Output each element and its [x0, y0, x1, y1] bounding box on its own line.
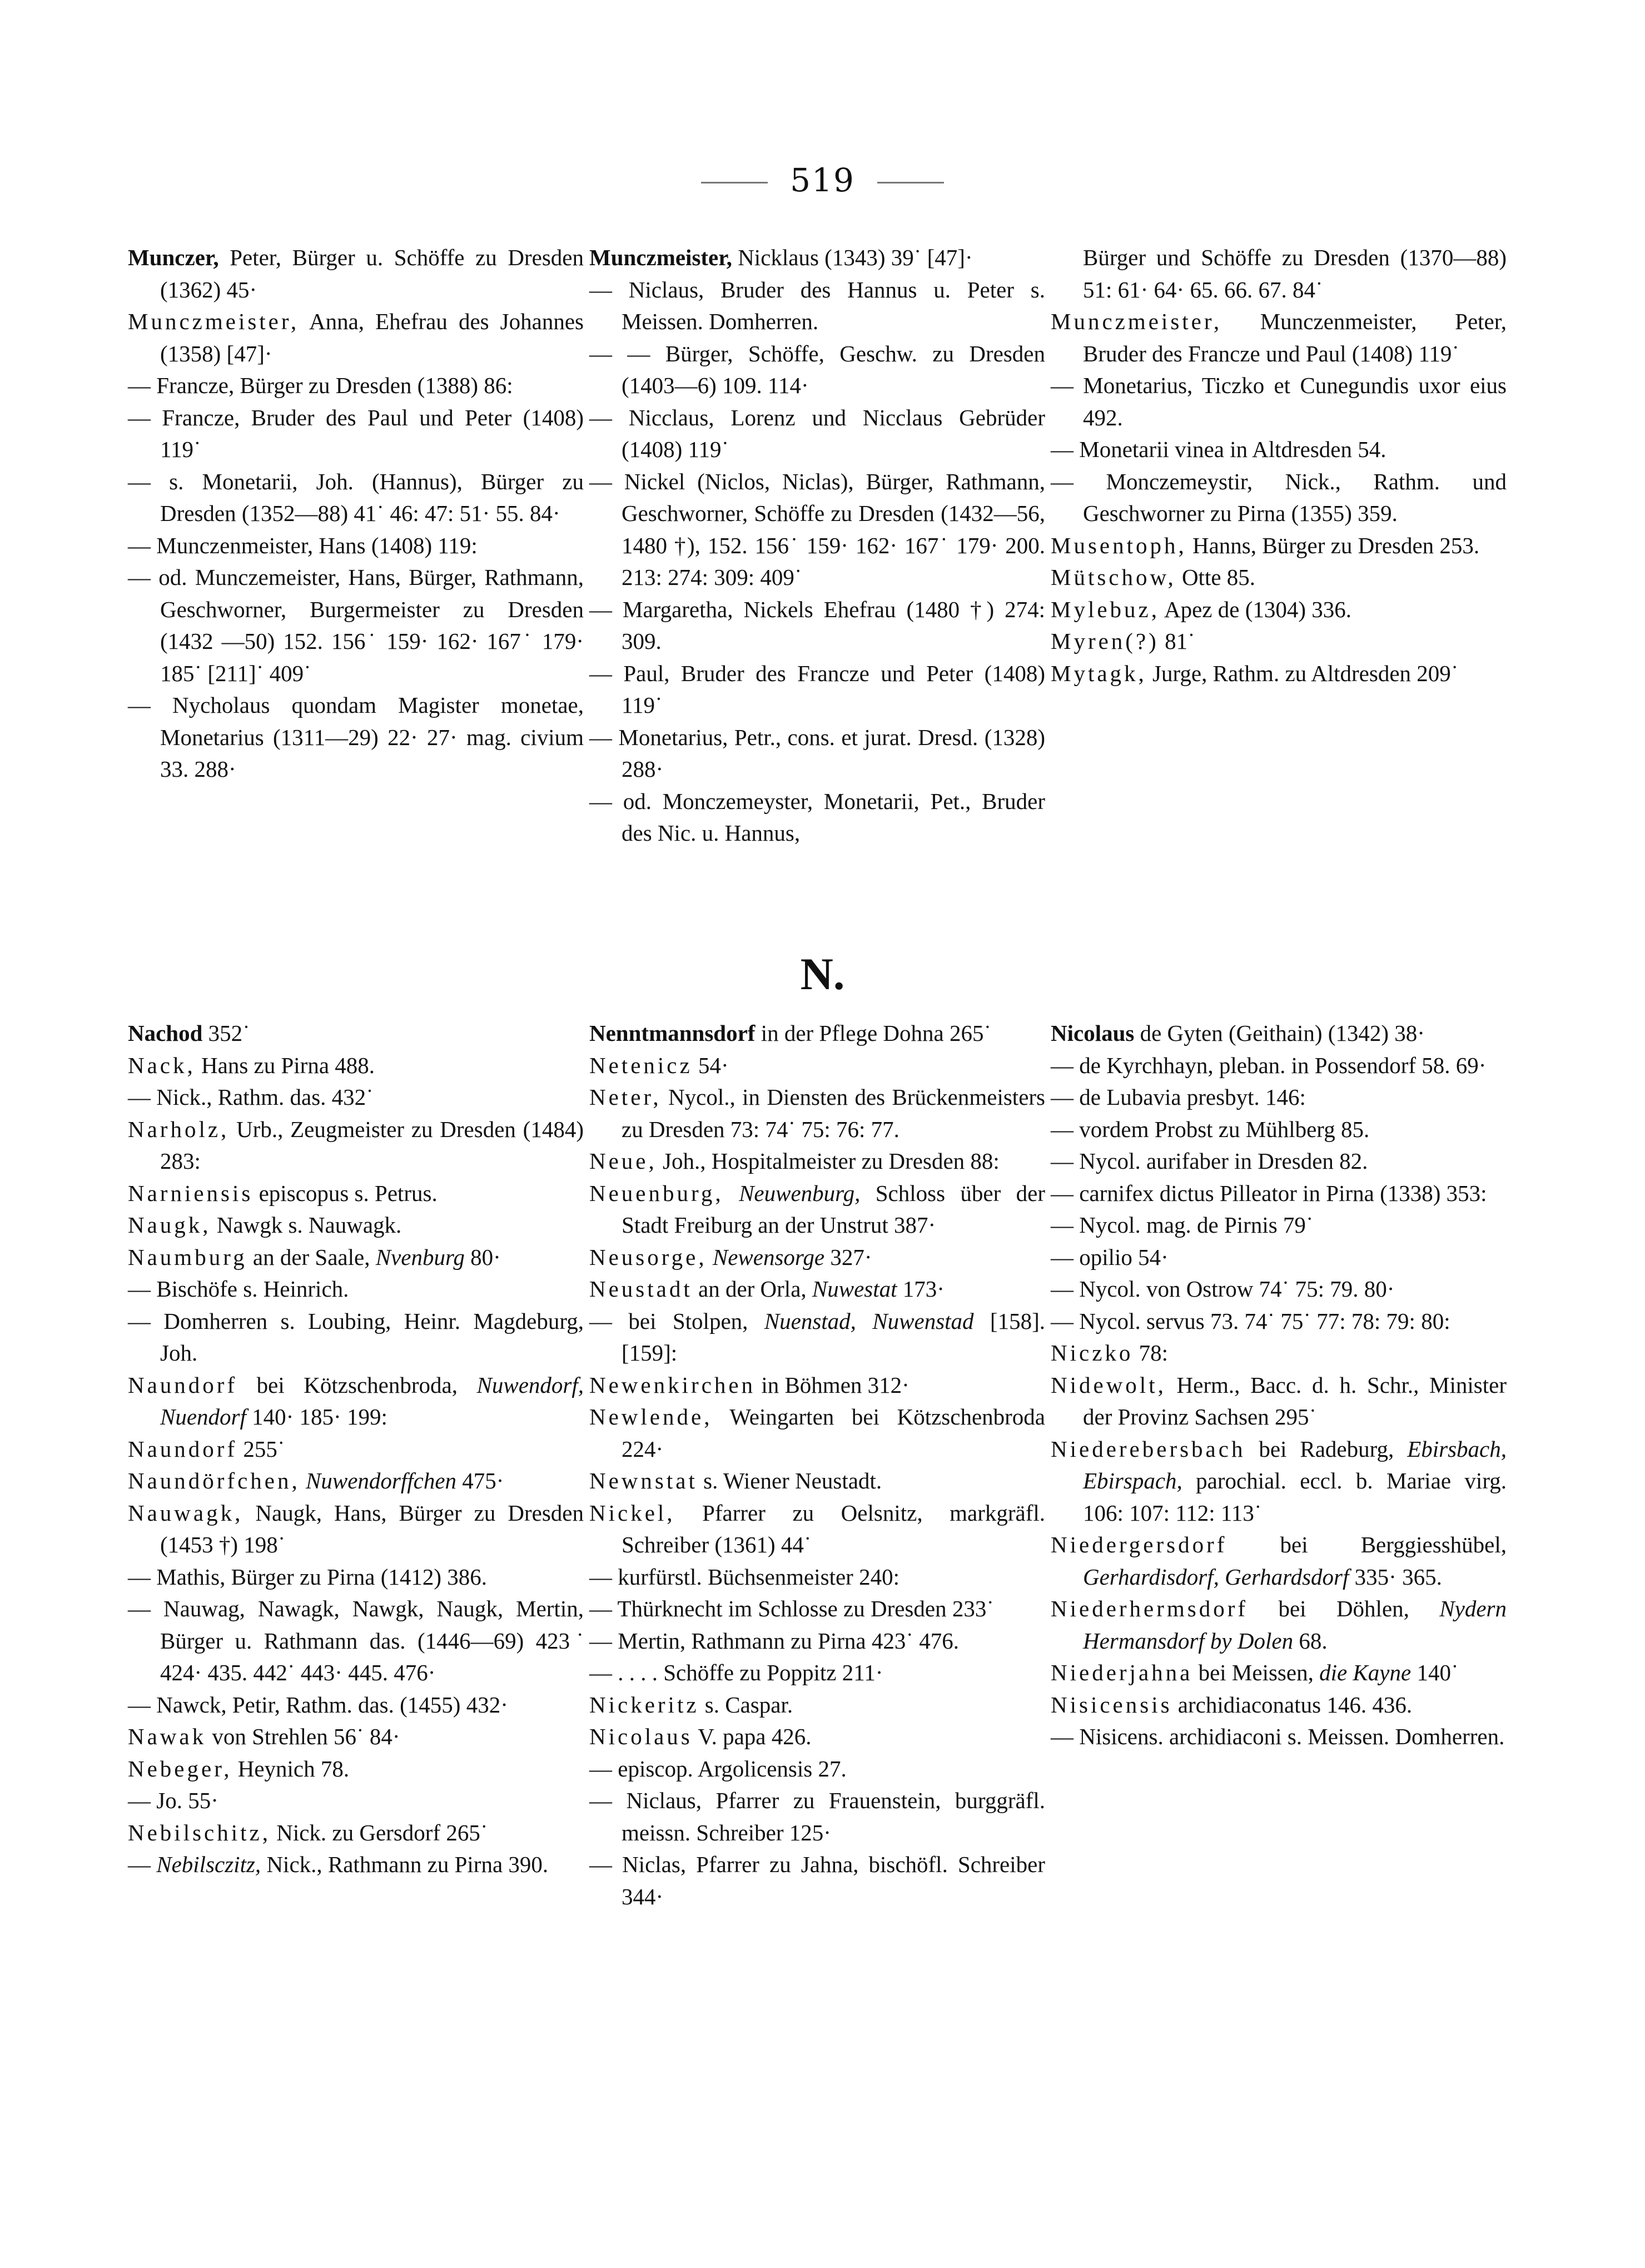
index-entry — [1051, 370, 1507, 434]
index-entry — [1051, 626, 1507, 658]
entry-text: — Nycol. aurifaber in Dresden 82. — [1051, 1148, 1368, 1174]
entry-headword: Nidewolt, — [1051, 1372, 1166, 1398]
entry-text: — — [128, 1852, 157, 1877]
index-entry — [1051, 434, 1507, 466]
index-entry — [128, 1178, 584, 1210]
index-entry — [1051, 1081, 1507, 1114]
index-entry — [1051, 1209, 1507, 1242]
index-entry — [589, 1625, 1045, 1657]
index-entry — [589, 1657, 1045, 1689]
index-entry — [589, 338, 1045, 402]
index-entry — [128, 370, 584, 402]
index-entry — [128, 1273, 584, 1306]
index-entry — [128, 530, 584, 562]
index-entry — [1051, 1145, 1507, 1178]
entry-text: — — Bürger, Schöffe, Geschw. zu Dresden (1403—6) 109. 114· — [589, 340, 1045, 398]
index-entry — [128, 1081, 584, 1114]
entry-text: — s. Monetarii, Joh. (Hannus), Bürger zu Dresden (1352—88) 41˙ 46: 47: 51· 55. 84· — [128, 468, 584, 526]
entry-headword: Myren(?) — [1051, 628, 1159, 654]
entry-headword: Neuenburg, — [589, 1180, 724, 1206]
index-entry — [1051, 1721, 1507, 1753]
entry-references: 173· — [897, 1276, 945, 1302]
entry-headword: Nickel, — [589, 1500, 675, 1526]
index-entry — [1051, 466, 1507, 530]
index-entry — [589, 402, 1045, 466]
index-entry — [128, 1721, 584, 1753]
entry-text: — Nisicens. archidiaconi s. Meissen. Domherren. — [1051, 1724, 1505, 1749]
entry-headword: Musentoph, — [1051, 532, 1187, 558]
entry-text: de Gyten (Geithain) (1342) 38· — [1134, 1020, 1425, 1046]
entry-text: Herm., Bacc. d. h. Schr., Minister der Provinz Sachsen 295˙ — [1083, 1372, 1507, 1430]
index-entry — [1051, 1657, 1507, 1689]
entry-headword: Munczmeister, — [1051, 309, 1222, 334]
index-entry — [1051, 1306, 1507, 1338]
entry-text: Heynich 78. — [232, 1755, 350, 1781]
index-entry — [589, 1753, 1045, 1785]
entry-text: s. Caspar. — [699, 1691, 793, 1718]
index-column-bottom-2 — [589, 1018, 1045, 1913]
index-entry — [128, 1209, 584, 1242]
entry-headword: Nebilschitz, — [128, 1819, 271, 1845]
entry-headword: Nauwagk, — [128, 1500, 243, 1526]
entry-text: an der Orla, — [692, 1276, 812, 1302]
index-entry — [589, 1689, 1045, 1721]
entry-variant-name: Nvenburg — [375, 1244, 465, 1270]
entry-text: — Monetarii vinea in Altdresden 54. — [1051, 436, 1386, 462]
entry-text: Jurge, Rathm. zu Altdresden 209˙ — [1146, 660, 1459, 686]
entry-text: — Nycholaus quondam Magister monetae, Monetarius (1311—29) 22· 27· mag. civium 33. 288· — [128, 692, 584, 782]
entry-text: — Monetarius, Ticzko et Cunegundis uxor eius 492. — [1051, 373, 1507, 430]
entry-text: in der Pflege Dohna 265˙ — [755, 1020, 992, 1046]
index-column-top-3 — [1051, 242, 1507, 689]
entry-headword: Neue, — [589, 1148, 657, 1174]
entry-headword: Niedergersdorf — [1051, 1532, 1227, 1557]
index-entry — [589, 1369, 1045, 1402]
index-entry — [589, 1306, 1045, 1369]
entry-text: — de Lubavia presbyt. 146: — [1051, 1084, 1306, 1110]
index-entry — [589, 722, 1045, 786]
page-number — [0, 161, 1645, 199]
entry-variant-name: Gerhardisdorf, Gerhardsdorf — [1083, 1564, 1349, 1590]
index-column-bottom-1 — [128, 1018, 584, 1881]
entry-text: 81˙ — [1159, 628, 1195, 654]
index-entry — [1051, 1050, 1507, 1082]
entry-text: Hans zu Pirna 488. — [195, 1052, 375, 1078]
header-rule-right — [877, 182, 944, 183]
entry-text: Anna, Ehefrau des Johannes (1358) [47]· — [160, 309, 584, 366]
entry-headword: Nicolaus — [1051, 1020, 1135, 1046]
index-entry — [589, 466, 1045, 594]
entry-variant-name: Nydern Hermansdorf by Dolen — [1083, 1596, 1507, 1654]
index-entry — [589, 1018, 1045, 1050]
entry-headword: Narholz, — [128, 1116, 230, 1142]
entry-references: 68. — [1293, 1627, 1328, 1654]
entry-headword: Mytagk, — [1051, 660, 1147, 686]
entry-text: Apez de (1304) 336. — [1160, 596, 1351, 622]
index-entry — [1051, 1433, 1507, 1530]
index-entry — [128, 1561, 584, 1594]
entry-text: — kurfürstl. Büchsenmeister 240: — [589, 1564, 899, 1590]
entry-headword: Neustadt — [589, 1276, 693, 1302]
index-entry — [128, 306, 584, 370]
entry-references: [158]. [159]: — [622, 1308, 1045, 1366]
index-entry — [128, 1018, 584, 1050]
index-column-top-1 — [128, 242, 584, 786]
entry-headword: Naundorf — [128, 1436, 238, 1462]
entry-text: — Francze, Bruder des Paul und Peter (1408) 119˙ — [128, 404, 584, 462]
entry-text: — Francze, Bürger zu Dresden (1388) 86: — [128, 373, 513, 398]
entry-headword: Nack, — [128, 1052, 196, 1078]
entry-variant-name: Neuwenburg, — [739, 1180, 861, 1206]
index-entry — [1051, 658, 1507, 690]
index-entry — [589, 658, 1045, 722]
entry-text: — Munczenmeister, Hans (1408) 119: — [128, 532, 478, 558]
entry-text: — Nickel (Niclos, Niclas), Bürger, Rathmann, Geschworner, Schöffe zu Dresden (1432—56, 1480 †), 152. 156˙ 159· 162· 167˙ 179· 200. 213: 274: 309: 409˙ — [589, 468, 1045, 590]
entry-text: — Margaretha, Nickels Ehefrau (1480 †) 274: 309. — [589, 596, 1045, 654]
entry-text: Weingarten bei Kötzschenbroda 224· — [622, 1404, 1045, 1462]
entry-references: Schloss über der Stadt Freiburg an der Unstrut 387· — [622, 1180, 1045, 1238]
entry-headword: Niederebersbach — [1051, 1436, 1246, 1462]
entry-text: Nycol., in Diensten des Brückenmeisters zu Dresden 73: 74˙ 75: 76: 77. — [622, 1084, 1045, 1142]
entry-headword: Naumburg — [128, 1244, 247, 1270]
index-entry — [589, 1849, 1045, 1913]
entry-text: — Mertin, Rathmann zu Pirna 423˙ 476. — [589, 1627, 960, 1654]
index-entry — [1051, 1689, 1507, 1721]
index-entry — [589, 274, 1045, 338]
index-entry — [1051, 1593, 1507, 1657]
entry-variant-name: Nuwendorf, Nuendorf — [160, 1372, 584, 1430]
entry-references: parochial. eccl. b. Mariae virg. 106: 107: 112: 113˙ — [1083, 1468, 1507, 1526]
index-entry — [128, 689, 584, 786]
entry-text: Nick. zu Gersdorf 265˙ — [270, 1819, 488, 1845]
entry-text: — Monczemeystir, Nick., Rathm. und Geschworner zu Pirna (1355) 359. — [1051, 468, 1507, 526]
entry-headword: Mütschow, — [1051, 564, 1176, 590]
index-entry — [128, 1497, 584, 1561]
entry-text: von Strehlen 56˙ 84· — [206, 1724, 400, 1749]
index-entry — [589, 786, 1045, 850]
page-number-text: 519 — [790, 161, 855, 199]
entry-headword: Newenkirchen — [589, 1372, 756, 1398]
entry-headword: Newnstat — [589, 1468, 698, 1493]
entry-text — [707, 1244, 713, 1270]
index-entry — [128, 1242, 584, 1274]
entry-text: bei Kötzschenbroda, — [237, 1372, 477, 1398]
entry-headword: Munczer, — [128, 245, 219, 270]
entry-references: 475· — [456, 1468, 504, 1493]
entry-text: bei Döhlen, — [1248, 1596, 1440, 1621]
entry-text: Pfarrer zu Oelsnitz, markgräfl. Schreiber (1361) 44˙ — [622, 1500, 1045, 1557]
entry-variant-name: Nuenstad, Nuwenstad — [764, 1308, 974, 1334]
index-entry — [589, 1273, 1045, 1306]
entry-headword: Nebeger, — [128, 1755, 232, 1781]
entry-text: — Nauwag, Nawagk, Nawgk, Naugk, Mertin, Bürger u. Rathmann das. (1446—69) 423˙ 424· 435. 442˙ 443· 445. 476· — [128, 1596, 584, 1685]
entry-text: Naugk, Hans, Bürger zu Dresden (1453 †) 198˙ — [160, 1500, 584, 1557]
entry-text: — Thürknecht im Schlosse zu Dresden 233˙ — [589, 1596, 994, 1621]
entry-headword: Niczko — [1051, 1340, 1134, 1366]
index-entry — [128, 1433, 584, 1466]
entry-text: — Nycol. von Ostrow 74˙ 75: 79. 80· — [1051, 1276, 1395, 1302]
entry-text: an der Saale, — [247, 1244, 376, 1270]
entry-text: — . . . . Schöffe zu Poppitz 211· — [589, 1660, 883, 1685]
entry-headword: Mylebuz, — [1051, 596, 1160, 622]
entry-text: bei Berggiesshübel, — [1227, 1532, 1507, 1557]
entry-variant-name: Nuwestat — [812, 1276, 897, 1302]
index-entry — [128, 1689, 584, 1721]
entry-text — [724, 1180, 739, 1206]
index-entry — [1051, 1369, 1507, 1433]
entry-headword: Nenntmannsdorf — [589, 1020, 756, 1046]
entry-references: 140· 185· 199: — [246, 1404, 387, 1430]
entry-text: — carnifex dictus Pilleator in Pirna (1338) 353: — [1051, 1180, 1487, 1206]
entry-text: — Jo. 55· — [128, 1788, 218, 1813]
entry-headword: Naundörfchen, — [128, 1468, 300, 1493]
entry-text: bei Meissen, — [1192, 1660, 1320, 1685]
entry-text: — vordem Probst zu Mühlberg 85. — [1051, 1116, 1370, 1142]
entry-text: Urb., Zeugmeister zu Dresden (1484) 283: — [160, 1116, 584, 1174]
index-entry — [128, 1817, 584, 1849]
index-entry — [128, 242, 584, 306]
entry-text: 255˙ — [237, 1436, 285, 1462]
entry-text: — Nicclaus, Lorenz und Nicclaus Gebrüder (1408) 119˙ — [589, 404, 1045, 462]
entry-headword: Munczmeister, — [128, 309, 300, 334]
entry-headword: Newlende, — [589, 1404, 713, 1430]
entry-text: Nawgk s. Nauwagk. — [211, 1212, 402, 1238]
index-entry — [128, 1593, 584, 1689]
entry-text: — Niclaus, Bruder des Hannus u. Peter s. Meissen. Domherren. — [589, 276, 1045, 334]
entry-text: — Paul, Bruder des Francze und Peter (1408) 119˙ — [589, 660, 1045, 718]
entry-text: 352˙ — [202, 1020, 250, 1046]
section-letter: N. — [800, 949, 845, 999]
entry-text: — Bischöfe s. Heinrich. — [128, 1276, 349, 1302]
entry-text: Hanns, Bürger zu Dresden 253. — [1186, 532, 1480, 558]
entry-text: — od. Monczemeyster, Monetarii, Pet., Bruder des Nic. u. Hannus, — [589, 788, 1045, 846]
index-entry — [589, 1081, 1045, 1145]
entry-text: Nicklaus (1343) 39˙ [47]· — [732, 245, 973, 270]
entry-text: — Domherren s. Loubing, Heinr. Magdeburg, Joh. — [128, 1308, 584, 1366]
entry-variant-name: Newensorge — [712, 1244, 825, 1270]
entry-text: — Nycol. mag. de Pirnis 79˙ — [1051, 1212, 1314, 1238]
entry-references: 80· — [464, 1244, 501, 1270]
entry-text: s. Wiener Neustadt. — [697, 1468, 882, 1493]
entry-headword: Niederjahna — [1051, 1660, 1193, 1685]
index-entry — [589, 242, 1045, 274]
entry-headword: Nawak — [128, 1724, 207, 1749]
index-entry — [1051, 1178, 1507, 1210]
index-entry — [1051, 1337, 1507, 1369]
index-entry — [589, 1721, 1045, 1753]
entry-text: 54· — [692, 1052, 729, 1078]
index-entry — [589, 1785, 1045, 1849]
index-entry — [1051, 1242, 1507, 1274]
entry-headword: Netenicz — [589, 1052, 693, 1078]
entry-text: — Niclaus, Pfarrer zu Frauenstein, burggräfl. meissn. Schreiber 125· — [589, 1788, 1045, 1845]
entry-headword: Niederhermsdorf — [1051, 1596, 1249, 1621]
entry-text: — Mathis, Bürger zu Pirna (1412) 386. — [128, 1564, 488, 1590]
entry-text: Joh., Hospitalmeister zu Dresden 88: — [657, 1148, 1000, 1174]
index-entry — [128, 402, 584, 466]
index-entry — [589, 1050, 1045, 1082]
entry-text: — Nick., Rathm. das. 432˙ — [128, 1084, 374, 1110]
index-entry — [128, 466, 584, 530]
entry-headword: Neter, — [589, 1084, 662, 1110]
index-entry — [128, 1753, 584, 1785]
index-entry — [589, 1242, 1045, 1274]
entry-references: Nick., Rathmann zu Pirna 390. — [261, 1852, 549, 1877]
index-entry — [1051, 530, 1507, 562]
entry-headword: Nisicensis — [1051, 1691, 1172, 1718]
index-entry — [589, 1401, 1045, 1465]
index-entry — [1051, 306, 1507, 370]
entry-text: episcopus s. Petrus. — [253, 1180, 438, 1206]
entry-text: V. papa 426. — [692, 1724, 812, 1749]
index-column-bottom-3 — [1051, 1018, 1507, 1753]
index-entry — [1051, 1273, 1507, 1306]
index-entry — [128, 1465, 584, 1497]
index-entry — [128, 562, 584, 689]
entry-text: — de Kyrchhayn, pleban. in Possendorf 58. 69· — [1051, 1052, 1487, 1078]
entry-headword: Nickeritz — [589, 1691, 699, 1718]
index-entry — [589, 1178, 1045, 1242]
index-entry — [589, 594, 1045, 658]
entry-variant-name: Nebilsczitz, — [156, 1852, 261, 1877]
entry-text: — Niclas, Pfarrer zu Jahna, bischöfl. Schreiber 344· — [589, 1852, 1045, 1909]
entry-headword: Munczmeister, — [589, 245, 732, 270]
entry-text — [300, 1468, 306, 1493]
index-entry — [1051, 242, 1507, 306]
entry-text: Peter, Bürger u. Schöffe zu Dresden (1362) 45· — [160, 245, 584, 302]
index-entry — [128, 1114, 584, 1178]
entry-text: — od. Munczemeister, Hans, Bürger, Rathmann, Geschworner, Burgermeister zu Dresden (1432 —50) 152. 156˙ 159· 162· 167˙ 179· 185˙ [211]˙ 409˙ — [128, 564, 584, 686]
index-entry — [128, 1306, 584, 1369]
entry-text: Otte 85. — [1176, 564, 1256, 590]
entry-variant-name: Ebirsbach, Ebirspach, — [1083, 1436, 1507, 1493]
entry-headword: Narniensis — [128, 1180, 254, 1206]
entry-variant-name: Nuwendorffchen — [306, 1468, 457, 1493]
entry-text: Munczenmeister, Peter, Bruder des Francze und Paul (1408) 119˙ — [1083, 309, 1507, 366]
index-entry — [1051, 594, 1507, 626]
entry-headword: Naundorf — [128, 1372, 238, 1398]
index-entry — [128, 1849, 584, 1881]
header-rule-left — [701, 182, 768, 183]
index-entry — [589, 1145, 1045, 1178]
entry-text: — opilio 54· — [1051, 1244, 1169, 1270]
entry-text: — Nycol. servus 73. 74˙ 75˙ 77: 78: 79: 80: — [1051, 1308, 1450, 1334]
index-column-top-2 — [589, 242, 1045, 850]
entry-text: archidiaconatus 146. 436. — [1172, 1691, 1413, 1718]
index-entry — [589, 1561, 1045, 1594]
index-entry — [1051, 1529, 1507, 1593]
entry-references: 335· 365. — [1349, 1564, 1442, 1590]
index-entry — [1051, 1018, 1507, 1050]
entry-variant-name: die Kayne — [1319, 1660, 1412, 1685]
index-entry — [128, 1050, 584, 1082]
index-entry — [1051, 1114, 1507, 1146]
index-entry — [589, 1497, 1045, 1561]
entry-headword: Nachod — [128, 1020, 203, 1046]
entry-text: — episcop. Argolicensis 27. — [589, 1755, 847, 1781]
entry-text: in Böhmen 312· — [756, 1372, 910, 1398]
entry-text: bei Radeburg, — [1245, 1436, 1408, 1462]
entry-headword: Nicolaus — [589, 1724, 693, 1749]
entry-text: — Nawck, Petir, Rathm. das. (1455) 432· — [128, 1691, 508, 1718]
index-entry — [589, 1593, 1045, 1625]
entry-references: 140˙ — [1411, 1660, 1459, 1685]
entry-text: Bürger und Schöffe zu Dresden (1370—88) 51: 61· 64· 65. 66. 67. 84˙ — [1083, 245, 1507, 302]
entry-headword: Neusorge, — [589, 1244, 707, 1270]
entry-headword: Naugk, — [128, 1212, 211, 1238]
index-entry — [128, 1785, 584, 1817]
index-entry — [1051, 562, 1507, 594]
entry-text: — Monetarius, Petr., cons. et jurat. Dresd. (1328) 288· — [589, 724, 1045, 782]
index-entry — [589, 1465, 1045, 1497]
entry-references: 327· — [824, 1244, 872, 1270]
entry-text: — bei Stolpen, — [589, 1308, 764, 1334]
entry-text: 78: — [1133, 1340, 1169, 1366]
index-entry — [128, 1369, 584, 1433]
